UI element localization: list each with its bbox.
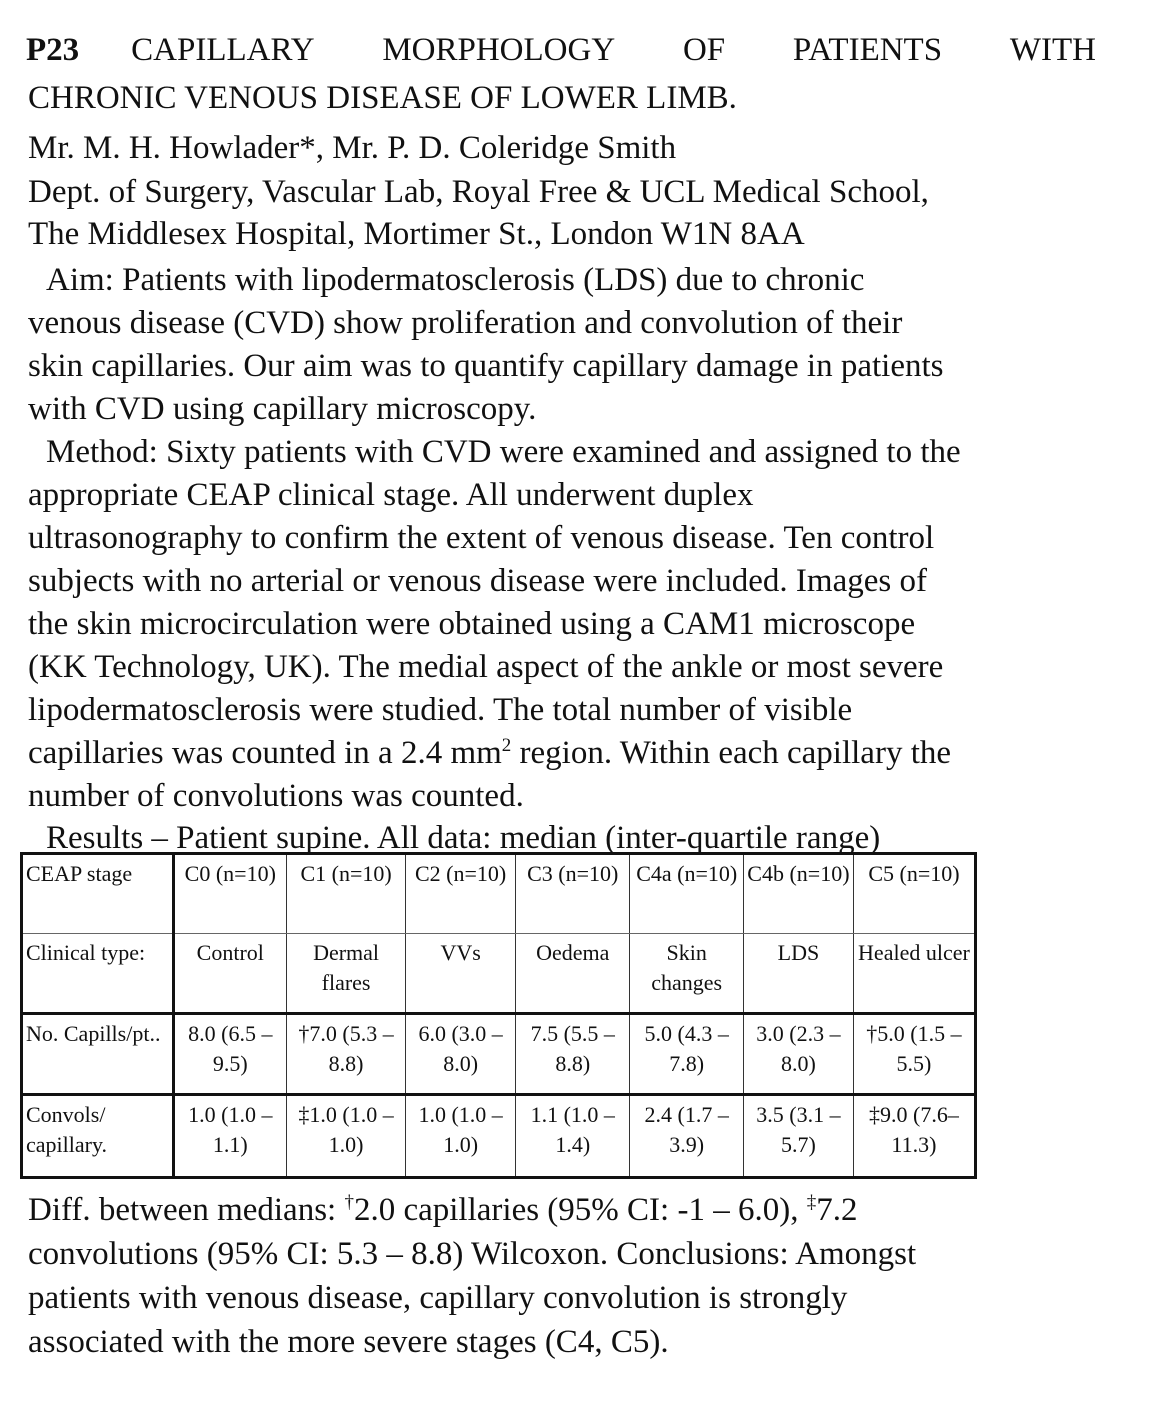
table-cell: †5.0 (1.5 – 5.5) [853, 1014, 975, 1095]
affiliation-line: The Middlesex Hospital, Mortimer St., London W1N 8AA [28, 216, 805, 252]
table-cell: Skin changes [630, 934, 744, 1014]
affiliation-line: Dept. of Surgery, Vascular Lab, Royal Free & UCL Medical School, [28, 174, 929, 210]
table-cell: C5 (n=10) [853, 854, 975, 934]
table-cell: Convols/ capillary. [22, 1095, 174, 1178]
method-line: number of convolutions was counted. [28, 778, 524, 814]
aim-line: Aim: Patients with lipodermatosclerosis (LDS) due to chronic [46, 262, 865, 298]
title-word: PATIENTS [792, 32, 943, 68]
title-word: CAPILLARY [131, 32, 315, 68]
table-cell: No. Capills/pt.. [22, 1014, 174, 1095]
table-cell: Clinical type: [22, 934, 174, 1014]
superscript-2: 2 [501, 735, 512, 756]
table-cell: Healed ulcer [853, 934, 975, 1014]
method-line: appropriate CEAP clinical stage. All underwent duplex [28, 477, 754, 513]
table-cell: 7.5 (5.5 – 8.8) [516, 1014, 630, 1095]
table-cell: 1.0 (1.0 – 1.0) [406, 1095, 516, 1178]
table-cell: Oedema [516, 934, 630, 1014]
aim-line: with CVD using capillary microscopy. [28, 391, 537, 427]
results-heading: Results – Patient supine. All data: median (inter-quartile range) [46, 820, 881, 856]
table-cell: CEAP stage [22, 854, 174, 934]
table-cell: C4a (n=10) [630, 854, 744, 934]
footer-text: 2.0 capillaries (95% CI: -1 – 6.0), [353, 1192, 807, 1228]
aim-line: venous disease (CVD) show proliferation and convolution of their [28, 305, 903, 341]
double-dagger-mark: ‡ [806, 1192, 817, 1213]
footer-text: 7.2 [816, 1192, 858, 1228]
table-cell: C1 (n=10) [286, 854, 405, 934]
title-word: MORPHOLOGY [382, 32, 616, 68]
abstract-id: P23 [26, 32, 80, 68]
table-cell: LDS [743, 934, 853, 1014]
table-cell: Dermal flares [286, 934, 405, 1014]
table-cell: C0 (n=10) [173, 854, 286, 934]
method-line: ultrasonography to confirm the extent of venous disease. Ten control [28, 520, 935, 556]
table-cell: †7.0 (5.3 – 8.8) [286, 1014, 405, 1095]
table-cell: ‡1.0 (1.0 – 1.0) [286, 1095, 405, 1178]
method-line: (KK Technology, UK). The medial aspect of the ankle or most severe [28, 649, 944, 685]
method-line: subjects with no arterial or venous disease were included. Images of [28, 563, 927, 599]
title-word: WITH [1009, 32, 1096, 68]
table-cell: 3.5 (3.1 – 5.7) [743, 1095, 853, 1178]
method-line [28, 733, 951, 773]
method-line: Method: Sixty patients with CVD were examined and assigned to the [46, 434, 961, 470]
footer-line: convolutions (95% CI: 5.3 – 8.8) Wilcoxon. Conclusions: Amongst [28, 1236, 917, 1272]
method-area-text: capillaries was counted in a 2.4 mm [28, 735, 502, 771]
table-cell: C4b (n=10) [743, 854, 853, 934]
footer-line [28, 1190, 857, 1230]
method-area-text: region. Within each capillary the [511, 735, 952, 771]
table-row [22, 1095, 976, 1178]
table-cell: Control [173, 934, 286, 1014]
title-word: OF [682, 32, 726, 68]
title-line-2: CHRONIC VENOUS DISEASE OF LOWER LIMB. [28, 80, 737, 116]
table-cell: 2.4 (1.7 – 3.9) [630, 1095, 744, 1178]
table-cell: ‡9.0 (7.6– 11.3) [853, 1095, 975, 1178]
table-cell: 3.0 (2.3 – 8.0) [743, 1014, 853, 1095]
table-row [22, 934, 976, 1014]
method-line: lipodermatosclerosis were studied. The total number of visible [28, 692, 853, 728]
table-cell: C3 (n=10) [516, 854, 630, 934]
table-cell: 6.0 (3.0 – 8.0) [406, 1014, 516, 1095]
table-cell: C2 (n=10) [406, 854, 516, 934]
table-cell: 8.0 (6.5 – 9.5) [173, 1014, 286, 1095]
table-cell: 1.1 (1.0 – 1.4) [516, 1095, 630, 1178]
footer-text: Diff. between medians: [28, 1192, 345, 1228]
table-cell: 5.0 (4.3 – 7.8) [630, 1014, 744, 1095]
dagger-mark: † [344, 1192, 354, 1213]
aim-line: skin capillaries. Our aim was to quantify capillary damage in patients [28, 348, 944, 384]
footer-line: associated with the more severe stages (C4, C5). [28, 1324, 669, 1360]
table-cell: 1.0 (1.0 – 1.1) [173, 1095, 286, 1178]
title-line-1 [26, 30, 1096, 70]
table-cell: VVs [406, 934, 516, 1014]
footer-line: patients with venous disease, capillary convolution is strongly [28, 1280, 848, 1316]
authors: Mr. M. H. Howlader*, Mr. P. D. Coleridge Smith [28, 130, 677, 166]
results-table [20, 852, 977, 1179]
method-line: the skin microcirculation were obtained using a CAM1 microscope [28, 606, 916, 642]
table-row [22, 854, 976, 934]
table-row [22, 1014, 976, 1095]
